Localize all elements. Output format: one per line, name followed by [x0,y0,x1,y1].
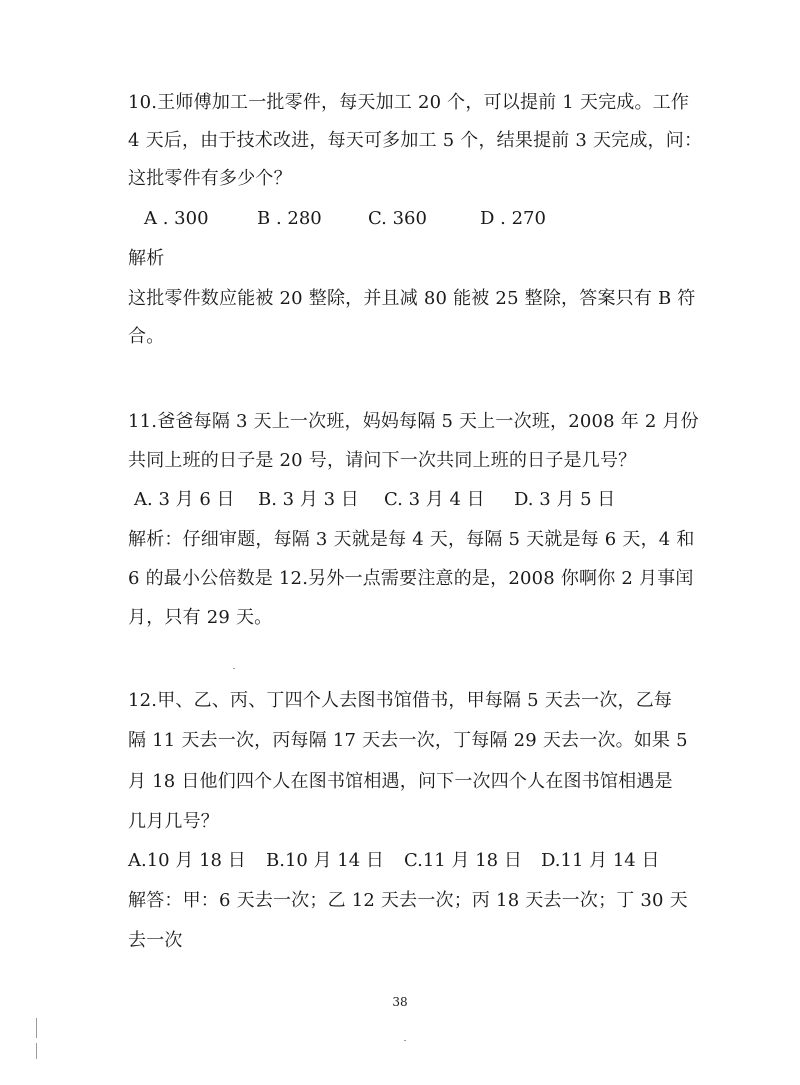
q11-option-b: B. 3 月 3 日 [258,489,359,510]
scan-speck [233,668,235,669]
q11-line-2: 共同上班的日子是 20 号，请问下一次共同上班的日子是几号？ [128,450,637,471]
q10-line-2: 4 天后，由于技术改进，每天可多加工 5 个，结果提前 3 天完成，问： [128,130,703,151]
q12-answer-line-2: 去一次 [128,930,183,951]
q10-option-d: D . 270 [480,208,546,229]
q12-line-4: 几月几号？ [128,811,219,832]
q11-line-1: 11.爸爸每隔 3 天上一次班，妈妈每隔 5 天上一次班，2008 年 2 月份 [128,411,699,432]
q10-analysis-label: 解析 [128,248,165,269]
q11-option-d: D. 3 月 5 日 [514,489,616,510]
q12-line-2: 隔 11 天去一次，丙每隔 17 天去一次，丁每隔 29 天去一次。如果 5 [128,730,688,751]
q10-analysis-line-1: 这批零件数应能被 20 整除，并且减 80 能被 25 整除，答案只有 B 符 [128,288,696,309]
scan-speck [404,1040,406,1041]
scan-edge-mark [36,1018,37,1038]
q10-line-3: 这批零件有多少个？ [128,168,292,189]
q11-option-c: C. 3 月 4 日 [384,489,485,510]
q11-option-a: A. 3 月 6 日 [134,489,235,510]
q12-line-3: 月 18 日他们四个人在图书馆相遇，问下一次四个人在图书馆相遇是 [128,771,673,792]
q11-analysis-line-3: 月，只有 29 天。 [128,607,273,628]
scan-edge-mark [36,1043,37,1059]
q12-option-c: C.11 月 18 日 [404,850,522,871]
q12-option-d: D.11 月 14 日 [541,850,660,871]
q10-line-1: 10.王师傅加工一批零件，每天加工 20 个，可以提前 1 天完成。工作 [128,92,690,113]
q12-line-1: 12.甲、乙、丙、丁四个人去图书馆借书，甲每隔 5 天去一次，乙每 [128,690,673,711]
q12-option-a: A.10 月 18 日 [128,850,246,871]
q10-option-b: B . 280 [257,208,322,229]
q10-analysis-line-2: 合。 [128,326,165,347]
q10-option-c: C. 360 [368,208,427,229]
q12-option-b: B.10 月 14 日 [266,850,384,871]
page-number: 38 [392,995,408,1009]
q11-analysis-line-1: 解析：仔细审题，每隔 3 天就是每 4 天，每隔 5 天就是每 6 天，4 和 [128,529,695,550]
q12-answer-line-1: 解答：甲：6 天去一次；乙 12 天去一次；丙 18 天去一次；丁 30 天 [128,890,688,911]
q11-analysis-line-2: 6 的最小公倍数是 12.另外一点需要注意的是，2008 你啊你 2 月事闰 [128,568,694,589]
q10-option-a: A . 300 [144,208,209,229]
